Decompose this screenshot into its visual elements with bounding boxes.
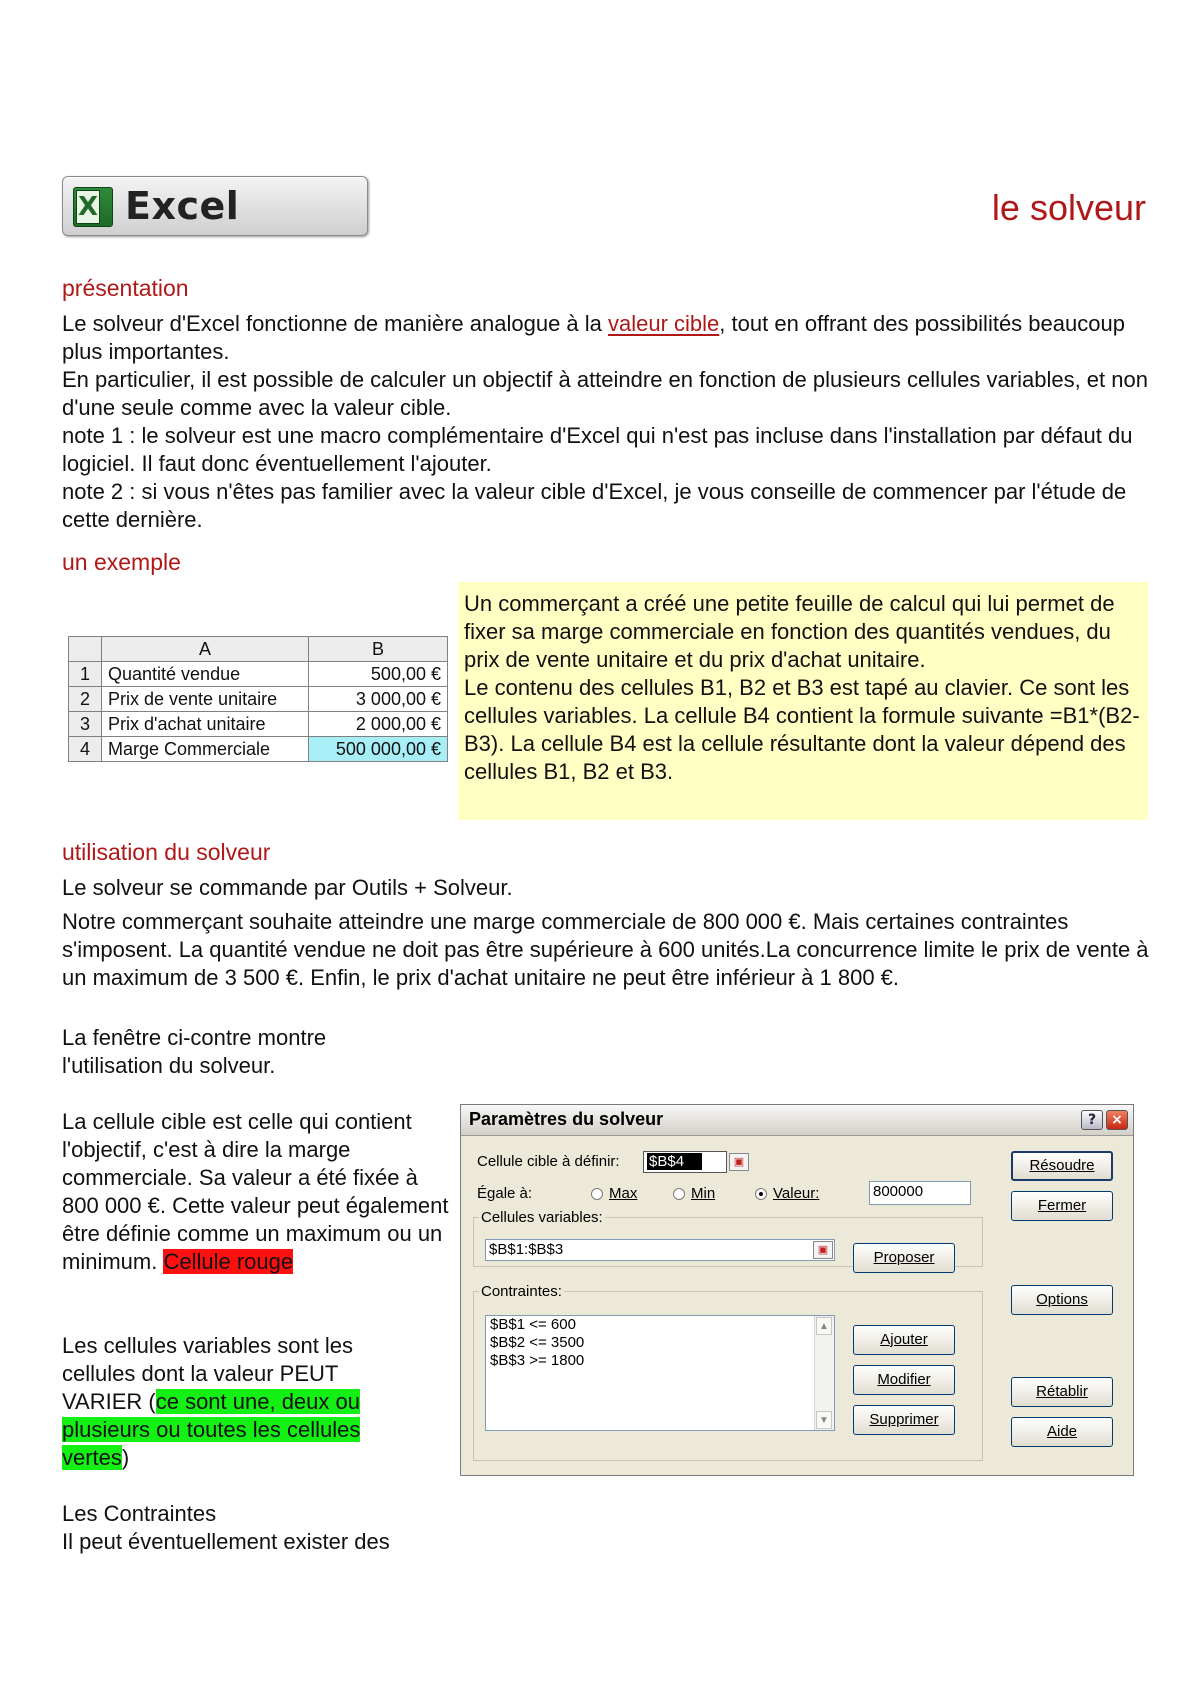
excel-logo-badge <box>62 176 368 236</box>
radio-max[interactable] <box>591 1188 603 1200</box>
example-note-paragraph-1: Un commerçant a créé une petite feuille de calcul qui lui permet de fixer sa marge commerciale en fonction des quantités vendues, du prix de vente unitaire et du prix d'achat unitaire. <box>464 591 1115 672</box>
row-number: 4 <box>69 737 102 762</box>
row-number: 3 <box>69 712 102 737</box>
heading-usage: utilisation du solveur <box>62 839 271 865</box>
table-row <box>69 737 448 762</box>
constraints-scrollbar[interactable] <box>814 1316 834 1430</box>
presentation-note-1: note 1 : le solveur est une macro complémentaire d'Excel qui n'est pas incluse dans l'installation par défaut du logiciel. Il faut donc éventuellement l'ajouter. <box>62 423 1133 476</box>
list-item[interactable]: $B$3 >= 1800 <box>490 1352 585 1369</box>
help-icon[interactable]: ? <box>1081 1110 1103 1130</box>
list-item[interactable]: $B$1 <= 600 <box>490 1316 576 1333</box>
usage-paragraph-6: Les Contraintes <box>62 1501 217 1526</box>
dialog-title: Paramètres du solveur <box>469 1109 664 1129</box>
solve-button[interactable]: Résoudre <box>1011 1151 1113 1181</box>
reset-button[interactable]: Rétablir <box>1011 1377 1113 1407</box>
usage-paragraph-4: La cellule cible est celle qui contient l'objectif, c'est à dire la marge commerciale. Sa valeur a été fixée à 800 000 €. Cette valeur peut également être définie comme un maximum ou un minimum. Cellule rouge <box>62 1109 449 1274</box>
radio-value-label: Valeur: <box>773 1185 820 1202</box>
corner-cell <box>69 637 102 662</box>
cell-value[interactable]: 500,00 € <box>309 662 448 687</box>
red-cell-label: Cellule rouge <box>163 1249 294 1274</box>
collapse-dialog-icon[interactable]: ▣ <box>813 1241 833 1259</box>
scroll-down-icon[interactable]: ▼ <box>816 1411 832 1429</box>
constraints-list[interactable] <box>485 1315 835 1431</box>
close-button[interactable]: Fermer <box>1011 1191 1113 1221</box>
table-row <box>69 712 448 737</box>
presentation-note-2: note 2 : si vous n'êtes pas familier avec la valeur cible d'Excel, je vous conseille de commencer par l'étude de cette dernière. <box>62 479 1127 532</box>
variable-cells-label: Cellules variables: <box>481 1209 603 1226</box>
options-button[interactable]: Options <box>1011 1285 1113 1315</box>
table-row <box>69 662 448 687</box>
target-cell-label: Cellule cible à définir: <box>477 1153 620 1170</box>
equal-to-label: Égale à: <box>477 1185 533 1202</box>
excel-logo-text: Excel <box>125 184 240 228</box>
scroll-up-icon[interactable]: ▲ <box>816 1317 832 1335</box>
radio-value[interactable] <box>755 1188 767 1200</box>
usage-paragraph-7: Il peut éventuellement exister des <box>62 1529 390 1554</box>
excel-icon: X <box>73 187 113 227</box>
page-title: le solveur <box>991 187 1146 228</box>
usage-paragraph-1: Le solveur se commande par Outils + Solveur. <box>62 875 513 900</box>
heading-example: un exemple <box>62 549 181 575</box>
column-header: A <box>102 637 309 662</box>
cell-value[interactable]: 3 000,00 € <box>309 687 448 712</box>
help-button[interactable]: Aide <box>1011 1417 1113 1447</box>
usage-paragraph-3: La fenêtre ci-contre montre l'utilisation du solveur. <box>62 1025 327 1078</box>
table-row <box>69 687 448 712</box>
row-number: 2 <box>69 687 102 712</box>
usage-paragraph-5: Les cellules variables sont les cellules dont la valeur PEUT VARIER (ce sont une, deux ou plusieurs ou toutes les cellules vertes) <box>62 1333 361 1470</box>
value-input[interactable]: 800000 <box>869 1181 971 1205</box>
valeur-cible-link[interactable]: valeur cible <box>608 311 720 336</box>
presentation-paragraph-1: Le solveur d'Excel fonctionne de manière analogue à la valeur cible, tout en offrant des possibilités beaucoup plus importantes. <box>62 311 1125 364</box>
cell-label[interactable]: Marge Commerciale <box>102 737 309 762</box>
variable-cells-field[interactable]: $B$1:$B$3 <box>485 1239 835 1261</box>
example-note-paragraph-2: Le contenu des cellules B1, B2 et B3 est tapé au clavier. Ce sont les cellules variables. La cellule B4 contient la formule suivante =B1*(B2-B3). La cellule B4 est la cellule résultante dont la valeur dépend des cellules B1, B2 et B3. <box>464 675 1140 784</box>
guess-button[interactable]: Proposer <box>853 1243 955 1273</box>
result-cell[interactable]: 500 000,00 € <box>309 737 448 762</box>
example-note-box <box>458 582 1148 820</box>
cell-label[interactable]: Quantité vendue <box>102 662 309 687</box>
radio-max-label: Max <box>609 1185 638 1202</box>
radio-min-label: Min <box>691 1185 716 1202</box>
list-item[interactable]: $B$2 <= 3500 <box>490 1334 585 1351</box>
collapse-dialog-icon[interactable]: ▣ <box>729 1153 749 1171</box>
presentation-paragraph-2: En particulier, il est possible de calculer un objectif à atteindre en fonction de plusieurs cellules variables, et non d'une seule comme avec la valeur cible. <box>62 367 1148 420</box>
cell-label[interactable]: Prix de vente unitaire <box>102 687 309 712</box>
column-header: B <box>309 637 448 662</box>
delete-button[interactable]: Supprimer <box>853 1405 955 1435</box>
solver-dialog <box>460 1104 1134 1476</box>
close-icon[interactable]: × <box>1106 1110 1128 1130</box>
row-number: 1 <box>69 662 102 687</box>
constraints-label: Contraintes: <box>481 1283 562 1300</box>
cell-label[interactable]: Prix d'achat unitaire <box>102 712 309 737</box>
dialog-title-bar[interactable] <box>461 1105 1133 1136</box>
change-button[interactable]: Modifier <box>853 1365 955 1395</box>
green-cells-label: ce sont une, deux ou plusieurs ou toutes les cellules vertes <box>62 1389 361 1470</box>
target-cell-field[interactable]: $B$4 <box>643 1151 727 1173</box>
spreadsheet-table <box>68 636 448 762</box>
cell-value[interactable]: 2 000,00 € <box>309 712 448 737</box>
add-button[interactable]: Ajouter <box>853 1325 955 1355</box>
heading-presentation: présentation <box>62 275 189 301</box>
usage-paragraph-2: Notre commerçant souhaite atteindre une marge commerciale de 800 000 €. Mais certaines contraintes s'imposent. La quantité vendue ne doit pas être supérieure à 600 unités.La concurrence limite le prix de vente à un maximum de 3 500 €. Enfin, le prix d'achat unitaire ne peut être inférieur à 1 800 €. <box>62 909 1149 990</box>
radio-min[interactable] <box>673 1188 685 1200</box>
